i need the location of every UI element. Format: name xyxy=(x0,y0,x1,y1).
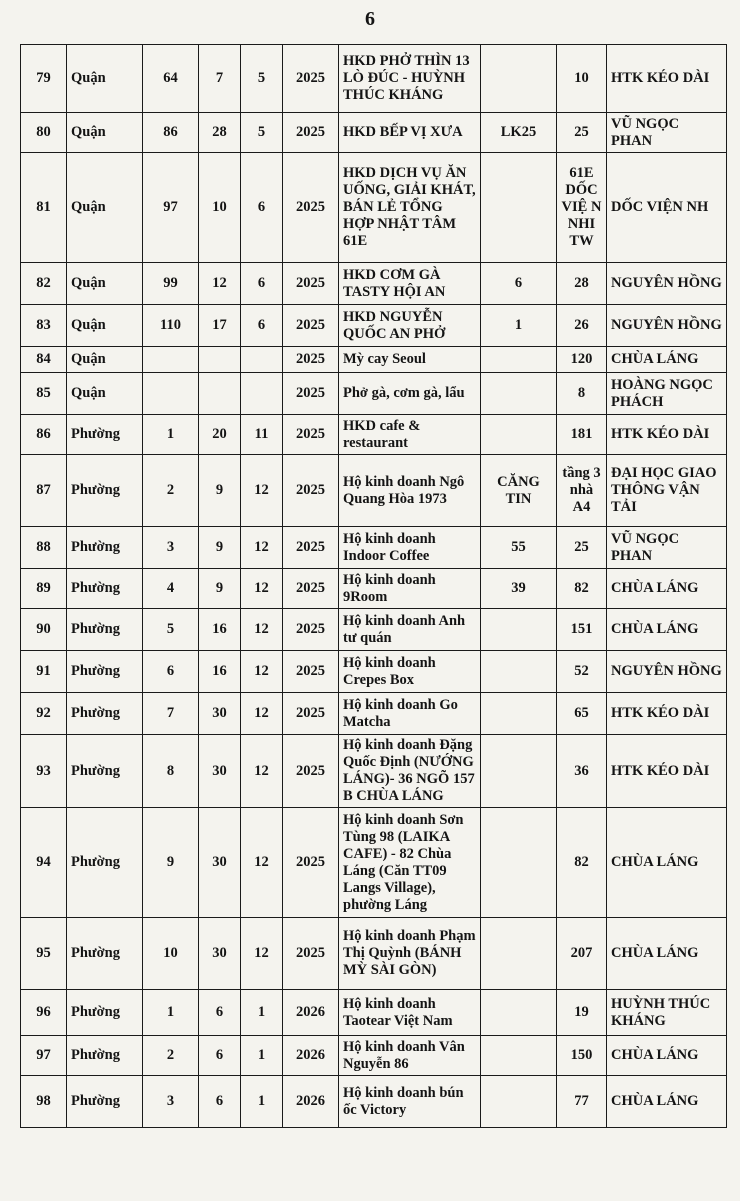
cell-street: HTK KÉO DÀI xyxy=(607,693,727,735)
cell-stt: 82 xyxy=(21,263,67,305)
cell-number: 2 xyxy=(143,1036,199,1076)
cell-month: 12 xyxy=(241,651,283,693)
cell-business-name: HKD BẾP VỊ XƯA xyxy=(339,113,481,153)
cell-house-number: 10 xyxy=(557,45,607,113)
cell-day xyxy=(199,347,241,373)
cell-business-name: Mỳ cay Seoul xyxy=(339,347,481,373)
cell-street: HOÀNG NGỌC PHÁCH xyxy=(607,373,727,415)
cell-day: 9 xyxy=(199,455,241,527)
cell-street: NGUYÊN HỒNG xyxy=(607,305,727,347)
cell-year: 2026 xyxy=(283,1036,339,1076)
cell-year: 2025 xyxy=(283,45,339,113)
cell-stt: 98 xyxy=(21,1076,67,1128)
cell-alley xyxy=(481,153,557,263)
cell-number: 10 xyxy=(143,918,199,990)
cell-level: Phường xyxy=(67,918,143,990)
cell-street: CHÙA LÁNG xyxy=(607,347,727,373)
cell-year: 2025 xyxy=(283,918,339,990)
cell-day: 9 xyxy=(199,569,241,609)
cell-business-name: Hộ kinh doanh Taotear Việt Nam xyxy=(339,990,481,1036)
cell-year: 2025 xyxy=(283,113,339,153)
cell-alley xyxy=(481,347,557,373)
cell-day: 6 xyxy=(199,990,241,1036)
cell-stt: 79 xyxy=(21,45,67,113)
cell-year: 2025 xyxy=(283,527,339,569)
cell-month: 12 xyxy=(241,808,283,918)
cell-alley xyxy=(481,651,557,693)
cell-street: VŨ NGỌC PHAN xyxy=(607,113,727,153)
cell-level: Quận xyxy=(67,373,143,415)
cell-stt: 96 xyxy=(21,990,67,1036)
cell-alley xyxy=(481,808,557,918)
cell-business-name: HKD NGUYỄN QUỐC AN PHỞ xyxy=(339,305,481,347)
cell-number: 3 xyxy=(143,1076,199,1128)
cell-stt: 89 xyxy=(21,569,67,609)
cell-house-number: 19 xyxy=(557,990,607,1036)
cell-number: 8 xyxy=(143,735,199,808)
cell-street: CHÙA LÁNG xyxy=(607,609,727,651)
cell-level: Phường xyxy=(67,735,143,808)
cell-number: 110 xyxy=(143,305,199,347)
cell-month: 12 xyxy=(241,609,283,651)
cell-level: Phường xyxy=(67,1036,143,1076)
cell-number: 5 xyxy=(143,609,199,651)
cell-business-name: Hộ kinh doanh Go Matcha xyxy=(339,693,481,735)
cell-month xyxy=(241,373,283,415)
cell-stt: 88 xyxy=(21,527,67,569)
cell-street: NGUYÊN HỒNG xyxy=(607,263,727,305)
cell-stt: 97 xyxy=(21,1036,67,1076)
cell-house-number: 61E DỐC VIỆ N NHI TW xyxy=(557,153,607,263)
cell-month: 5 xyxy=(241,45,283,113)
cell-alley xyxy=(481,1036,557,1076)
table-row xyxy=(21,918,727,990)
cell-stt: 90 xyxy=(21,609,67,651)
cell-house-number: 82 xyxy=(557,569,607,609)
cell-business-name: Hộ kinh doanh Đặng Quốc Định (NƯỚNG LÁNG)- 36 NGÕ 157 B CHÙA LÁNG xyxy=(339,735,481,808)
cell-number: 3 xyxy=(143,527,199,569)
cell-day xyxy=(199,373,241,415)
table-row xyxy=(21,808,727,918)
page-number: 6 xyxy=(365,8,375,30)
cell-year: 2025 xyxy=(283,455,339,527)
cell-day: 6 xyxy=(199,1036,241,1076)
cell-street: CHÙA LÁNG xyxy=(607,1036,727,1076)
cell-month: 12 xyxy=(241,527,283,569)
cell-stt: 81 xyxy=(21,153,67,263)
cell-alley: 39 xyxy=(481,569,557,609)
table-row xyxy=(21,153,727,263)
table-row xyxy=(21,693,727,735)
cell-month: 6 xyxy=(241,305,283,347)
cell-alley xyxy=(481,45,557,113)
table-row xyxy=(21,45,727,113)
cell-business-name: HKD PHỞ THÌN 13 LÒ ĐÚC - HUỲNH THÚC KHÁNG xyxy=(339,45,481,113)
cell-number: 1 xyxy=(143,990,199,1036)
cell-month: 12 xyxy=(241,455,283,527)
cell-month: 12 xyxy=(241,569,283,609)
cell-day: 6 xyxy=(199,1076,241,1128)
table-row xyxy=(21,1036,727,1076)
cell-street: HUỲNH THÚC KHÁNG xyxy=(607,990,727,1036)
cell-month: 6 xyxy=(241,153,283,263)
table-row xyxy=(21,609,727,651)
cell-house-number: 26 xyxy=(557,305,607,347)
cell-alley xyxy=(481,990,557,1036)
cell-day: 30 xyxy=(199,693,241,735)
cell-month: 12 xyxy=(241,693,283,735)
cell-year: 2025 xyxy=(283,305,339,347)
table-row xyxy=(21,527,727,569)
table-row xyxy=(21,990,727,1036)
cell-stt: 83 xyxy=(21,305,67,347)
table-row xyxy=(21,347,727,373)
cell-month: 5 xyxy=(241,113,283,153)
cell-month xyxy=(241,347,283,373)
cell-month: 6 xyxy=(241,263,283,305)
cell-level: Quận xyxy=(67,347,143,373)
cell-month: 1 xyxy=(241,990,283,1036)
cell-house-number: 25 xyxy=(557,113,607,153)
cell-level: Phường xyxy=(67,609,143,651)
table-row xyxy=(21,735,727,808)
cell-business-name: Phở gà, cơm gà, lẩu xyxy=(339,373,481,415)
cell-year: 2025 xyxy=(283,735,339,808)
cell-year: 2026 xyxy=(283,990,339,1036)
cell-level: Phường xyxy=(67,651,143,693)
cell-business-name: Hộ kinh doanh Ngô Quang Hòa 1973 xyxy=(339,455,481,527)
cell-day: 30 xyxy=(199,808,241,918)
cell-house-number: 150 xyxy=(557,1036,607,1076)
cell-alley: LK25 xyxy=(481,113,557,153)
cell-level: Quận xyxy=(67,263,143,305)
business-table xyxy=(20,44,727,1128)
cell-month: 1 xyxy=(241,1076,283,1128)
cell-street: HTK KÉO DÀI xyxy=(607,735,727,808)
cell-house-number: 181 xyxy=(557,415,607,455)
cell-alley xyxy=(481,735,557,808)
cell-street: HTK KÉO DÀI xyxy=(607,415,727,455)
cell-street: CHÙA LÁNG xyxy=(607,1076,727,1128)
cell-alley xyxy=(481,693,557,735)
cell-level: Phường xyxy=(67,527,143,569)
cell-street: CHÙA LÁNG xyxy=(607,918,727,990)
cell-day: 28 xyxy=(199,113,241,153)
table-body xyxy=(21,45,727,1128)
cell-level: Quận xyxy=(67,45,143,113)
cell-stt: 91 xyxy=(21,651,67,693)
cell-street: ĐẠI HỌC GIAO THÔNG VẬN TẢI xyxy=(607,455,727,527)
cell-day: 30 xyxy=(199,918,241,990)
cell-level: Phường xyxy=(67,455,143,527)
cell-house-number: 82 xyxy=(557,808,607,918)
cell-month: 12 xyxy=(241,918,283,990)
cell-number: 1 xyxy=(143,415,199,455)
cell-year: 2025 xyxy=(283,153,339,263)
cell-alley xyxy=(481,373,557,415)
cell-year: 2025 xyxy=(283,263,339,305)
cell-alley xyxy=(481,1076,557,1128)
table-row xyxy=(21,651,727,693)
cell-day: 10 xyxy=(199,153,241,263)
cell-house-number: 36 xyxy=(557,735,607,808)
cell-day: 7 xyxy=(199,45,241,113)
cell-number: 6 xyxy=(143,651,199,693)
cell-alley: 1 xyxy=(481,305,557,347)
cell-alley xyxy=(481,609,557,651)
cell-business-name: Hộ kinh doanh 9Room xyxy=(339,569,481,609)
cell-house-number: 25 xyxy=(557,527,607,569)
cell-house-number: 65 xyxy=(557,693,607,735)
cell-level: Quận xyxy=(67,113,143,153)
cell-day: 17 xyxy=(199,305,241,347)
table-row xyxy=(21,1076,727,1128)
cell-year: 2025 xyxy=(283,693,339,735)
cell-stt: 87 xyxy=(21,455,67,527)
cell-street: HTK KÉO DÀI xyxy=(607,45,727,113)
cell-number: 64 xyxy=(143,45,199,113)
cell-number: 7 xyxy=(143,693,199,735)
cell-level: Phường xyxy=(67,808,143,918)
cell-business-name: Hộ kinh doanh Anh tư quán xyxy=(339,609,481,651)
cell-year: 2025 xyxy=(283,373,339,415)
cell-house-number: tầng 3 nhà A4 xyxy=(557,455,607,527)
cell-stt: 94 xyxy=(21,808,67,918)
cell-level: Phường xyxy=(67,1076,143,1128)
cell-number: 9 xyxy=(143,808,199,918)
cell-stt: 85 xyxy=(21,373,67,415)
cell-alley: CĂNG TIN xyxy=(481,455,557,527)
cell-stt: 93 xyxy=(21,735,67,808)
cell-house-number: 77 xyxy=(557,1076,607,1128)
cell-year: 2025 xyxy=(283,808,339,918)
cell-street: CHÙA LÁNG xyxy=(607,808,727,918)
cell-business-name: Hộ kinh doanh bún ốc Victory xyxy=(339,1076,481,1128)
cell-stt: 86 xyxy=(21,415,67,455)
cell-number: 97 xyxy=(143,153,199,263)
table-row xyxy=(21,113,727,153)
cell-month: 12 xyxy=(241,735,283,808)
cell-level: Phường xyxy=(67,693,143,735)
cell-house-number: 28 xyxy=(557,263,607,305)
cell-street: DỐC VIỆN NH xyxy=(607,153,727,263)
cell-level: Quận xyxy=(67,305,143,347)
cell-month: 1 xyxy=(241,1036,283,1076)
cell-stt: 95 xyxy=(21,918,67,990)
cell-house-number: 207 xyxy=(557,918,607,990)
cell-business-name: Hộ kinh doanh Crepes Box xyxy=(339,651,481,693)
cell-day: 12 xyxy=(199,263,241,305)
table-row xyxy=(21,455,727,527)
cell-street: NGUYÊN HỒNG xyxy=(607,651,727,693)
cell-level: Phường xyxy=(67,415,143,455)
cell-stt: 92 xyxy=(21,693,67,735)
cell-year: 2025 xyxy=(283,609,339,651)
cell-level: Phường xyxy=(67,990,143,1036)
cell-month: 11 xyxy=(241,415,283,455)
cell-day: 9 xyxy=(199,527,241,569)
cell-business-name: Hộ kinh doanh Indoor Coffee xyxy=(339,527,481,569)
cell-alley: 6 xyxy=(481,263,557,305)
table-row xyxy=(21,415,727,455)
cell-year: 2026 xyxy=(283,1076,339,1128)
cell-stt: 84 xyxy=(21,347,67,373)
table-row xyxy=(21,263,727,305)
cell-number xyxy=(143,373,199,415)
cell-house-number: 8 xyxy=(557,373,607,415)
cell-business-name: HKD cafe & restaurant xyxy=(339,415,481,455)
cell-day: 16 xyxy=(199,651,241,693)
cell-alley xyxy=(481,918,557,990)
cell-number xyxy=(143,347,199,373)
table-row xyxy=(21,373,727,415)
cell-business-name: Hộ kinh doanh Vân Nguyễn 86 xyxy=(339,1036,481,1076)
cell-year: 2025 xyxy=(283,651,339,693)
cell-day: 20 xyxy=(199,415,241,455)
cell-year: 2025 xyxy=(283,569,339,609)
cell-year: 2025 xyxy=(283,415,339,455)
cell-year: 2025 xyxy=(283,347,339,373)
cell-business-name: Hộ kinh doanh Sơn Tùng 98 (LAIKA CAFE) - 82 Chùa Láng (Căn TT09 Langs Village), phường Láng xyxy=(339,808,481,918)
cell-alley xyxy=(481,415,557,455)
cell-street: VŨ NGỌC PHAN xyxy=(607,527,727,569)
cell-number: 86 xyxy=(143,113,199,153)
cell-level: Quận xyxy=(67,153,143,263)
cell-number: 2 xyxy=(143,455,199,527)
cell-business-name: HKD CƠM GÀ TASTY HỘI AN xyxy=(339,263,481,305)
cell-day: 30 xyxy=(199,735,241,808)
cell-business-name: HKD DỊCH VỤ ĂN UỐNG, GIẢI KHÁT, BÁN LẺ TỔNG HỢP NHẬT TÂM 61E xyxy=(339,153,481,263)
cell-street: CHÙA LÁNG xyxy=(607,569,727,609)
table-row xyxy=(21,305,727,347)
cell-number: 99 xyxy=(143,263,199,305)
cell-house-number: 120 xyxy=(557,347,607,373)
cell-house-number: 52 xyxy=(557,651,607,693)
cell-level: Phường xyxy=(67,569,143,609)
cell-number: 4 xyxy=(143,569,199,609)
cell-house-number: 151 xyxy=(557,609,607,651)
table-row xyxy=(21,569,727,609)
cell-stt: 80 xyxy=(21,113,67,153)
cell-day: 16 xyxy=(199,609,241,651)
cell-alley: 55 xyxy=(481,527,557,569)
cell-business-name: Hộ kinh doanh Phạm Thị Quỳnh (BÁNH MỲ SÀI GÒN) xyxy=(339,918,481,990)
